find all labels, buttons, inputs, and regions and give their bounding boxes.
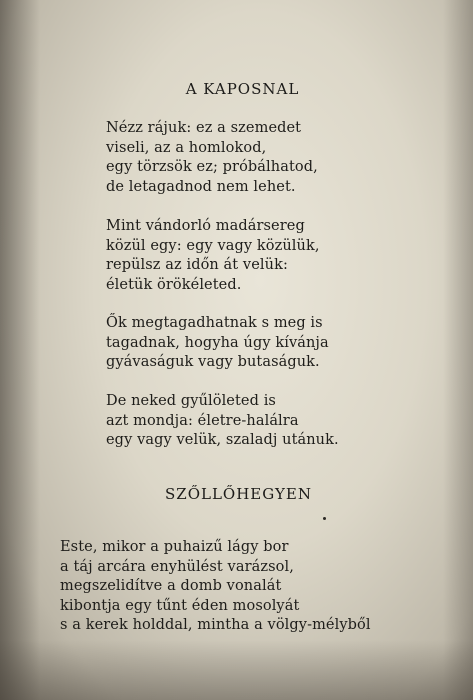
poem1-stanza-3 [106,314,329,373]
poem2-stanza-1 [60,538,371,636]
poem-line: s a kerek holddal, mintha a völgy-mélyből [60,617,371,633]
poem-line: a táj arcára enyhülést varázsol, [60,558,294,575]
poem-title-a-kaposnal: A KAPOSNAL [185,80,300,98]
page-shadow-left [0,0,40,700]
poem-line: De neked gyűlöleted is [106,393,276,409]
poem-title-szollohegyen: SZŐLLŐHEGYEN [165,485,312,503]
poem-line: de letagadnod nem lehet. [106,178,296,195]
poem-line: viseli, az a homlokod, [106,139,267,156]
poem-line: Este, mikor a puhaizű lágy bor [60,539,289,555]
poem-line: Ők megtagadhatnak s meg is [106,315,323,331]
poem-line: közül egy: egy vagy közülük, [106,237,320,254]
poem1-stanza-1 [106,119,318,197]
poem-line: egy vagy velük, szaladj utánuk. [106,432,339,448]
poem-line: Nézz rájuk: ez a szemedet [106,120,302,136]
print-speck [323,517,326,520]
poem1-stanza-4 [106,392,339,451]
poem-line: azt mondja: életre-halálra [106,412,299,429]
poem-line: tagadnak, hogyha úgy kívánja [106,334,329,351]
poem1-stanza-2 [106,217,320,295]
poem-line: repülsz az időn át velük: [106,257,288,273]
poem-line: gyávaságuk vagy butaságuk. [106,354,320,370]
poem-line: megszelidítve a domb vonalát [60,578,282,594]
poem-line: Mint vándorló madársereg [106,218,305,234]
poem-line: egy törzsök ez; próbálhatod, [106,159,318,175]
poem-line: kibontja egy tűnt éden mosolyát [60,597,300,614]
page-shadow-bottom [0,640,473,700]
poem-line: életük örökéleted. [106,276,242,293]
page-shadow-right [443,0,473,700]
